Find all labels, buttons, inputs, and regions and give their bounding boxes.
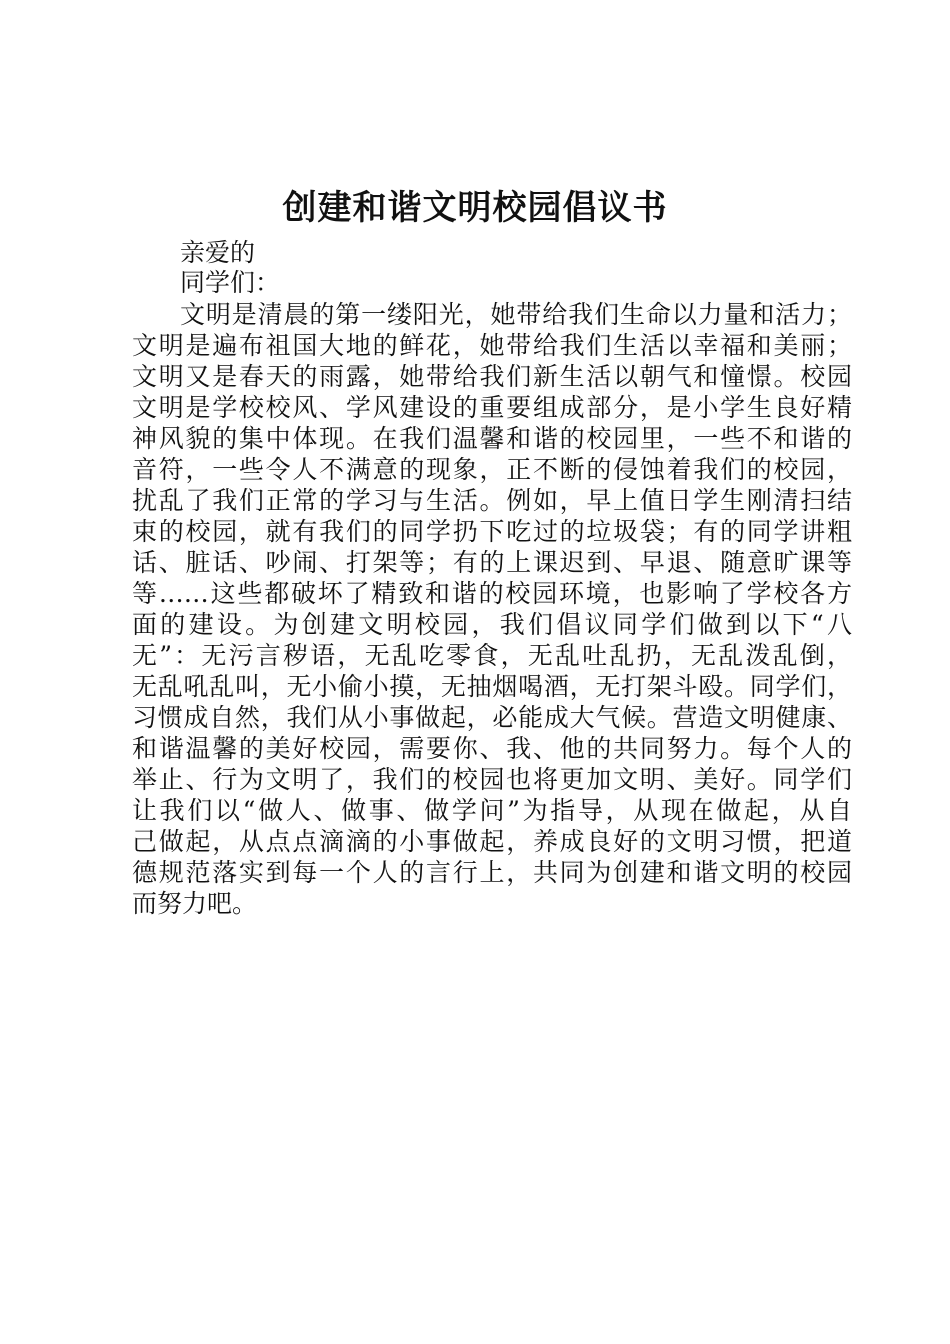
body-line: 和谐温馨的美好校园，需要你、我、他的共同努力。每个人的 — [132, 734, 852, 763]
body-line: 面的建设。为创建文明校园，我们倡议同学们做到以下“八 — [132, 610, 852, 639]
body-line: 文明是学校校风、学风建设的重要组成部分，是小学生良好精 — [132, 393, 852, 422]
body-line: 话、脏话、吵闹、打架等；有的上课迟到、早退、随意旷课等 — [132, 548, 852, 577]
body-line: 习惯成自然，我们从小事做起，必能成大气候。营造文明健康、 — [132, 703, 852, 732]
document-title: 创建和谐文明校园倡议书 — [282, 188, 668, 228]
body-line: 德规范落实到每一个人的言行上，共同为创建和谐文明的校园 — [132, 858, 852, 887]
body-line: 文明又是春天的雨露，她带给我们新生活以朝气和憧憬。校园 — [132, 362, 852, 391]
body-line: 让我们以“做人、做事、做学问”为指导，从现在做起，从自 — [132, 796, 852, 825]
salutation-line-2: 同学们： — [180, 268, 281, 297]
body-line: 己做起，从点点滴滴的小事做起，养成良好的文明习惯，把道 — [132, 827, 852, 856]
body-line: 无乱吼乱叫，无小偷小摸，无抽烟喝酒，无打架斗殴。同学们， — [132, 672, 852, 701]
body-line: 无”：无污言秽语，无乱吃零食，无乱吐乱扔，无乱泼乱倒， — [132, 641, 852, 670]
body-line: 举止、行为文明了，我们的校园也将更加文明、美好。同学们 — [132, 765, 852, 794]
body-line: 音符，一些令人不满意的现象，正不断的侵蚀着我们的校园， — [132, 455, 852, 484]
salutation-line-1: 亲爱的 — [180, 238, 256, 267]
body-line: 等……这些都破坏了精致和谐的校园环境，也影响了学校各方 — [132, 579, 852, 608]
body-line: 束的校园，就有我们的同学扔下吃过的垃圾袋；有的同学讲粗 — [132, 517, 852, 546]
body-line: 文明是清晨的第一缕阳光，她带给我们生命以力量和活力； — [180, 300, 852, 329]
body-line: 而努力吧。 — [132, 889, 258, 918]
body-line: 文明是遍布祖国大地的鲜花，她带给我们生活以幸福和美丽； — [132, 331, 852, 360]
body-line: 神风貌的集中体现。在我们温馨和谐的校园里，一些不和谐的 — [132, 424, 852, 453]
body-line: 扰乱了我们正常的学习与生活。例如，早上值日学生刚清扫结 — [132, 486, 852, 515]
